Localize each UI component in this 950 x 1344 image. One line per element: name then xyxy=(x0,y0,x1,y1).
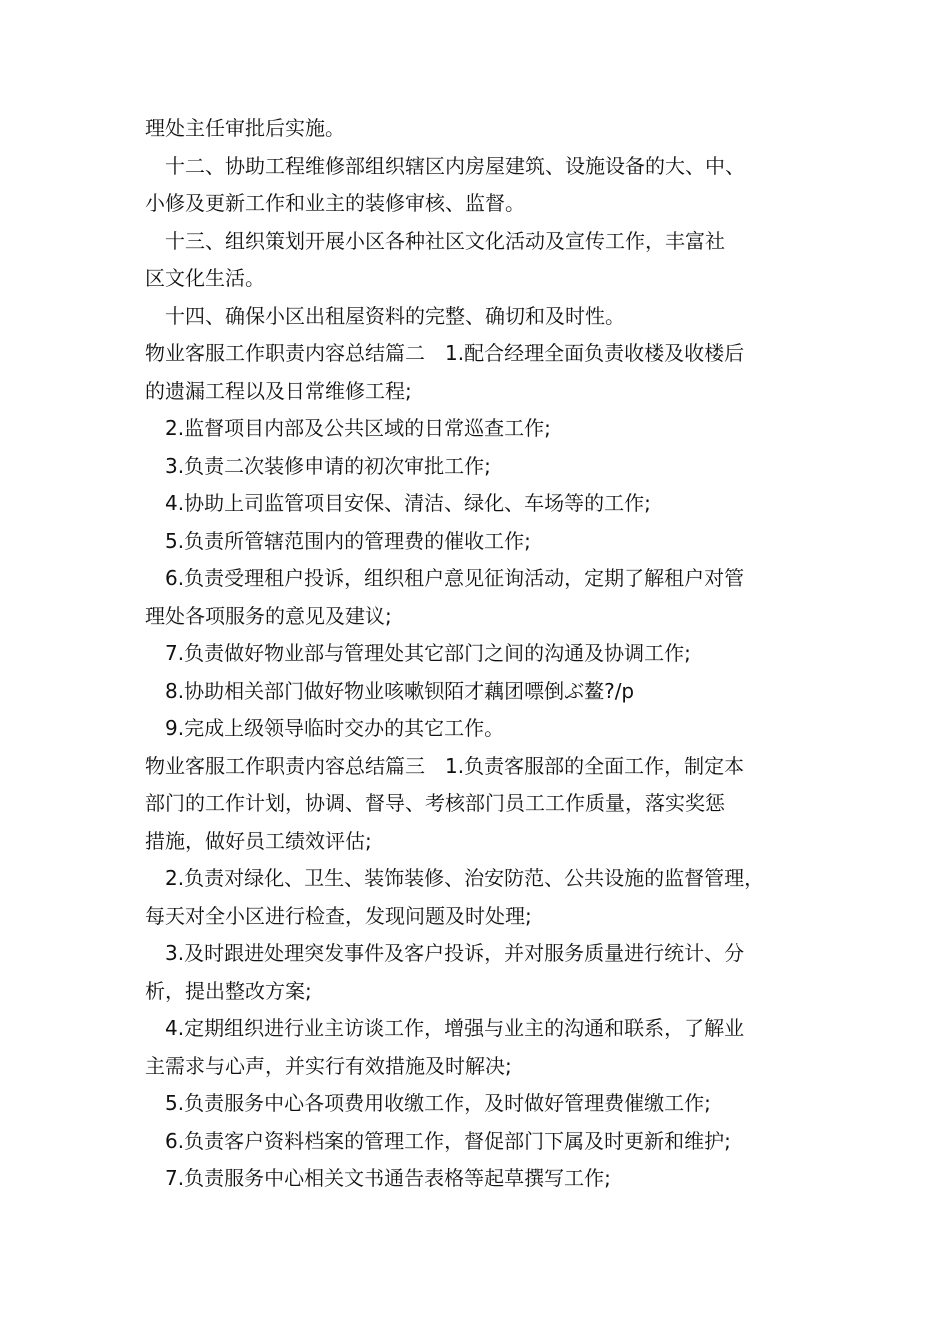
section-heading-line: 物业客服工作职责内容总结篇二 1.配合经理全面负责收楼及收楼后 xyxy=(145,341,745,365)
list-item: 2.负责对绿化、卫生、装饰装修、治安防范、公共设施的监督管理， xyxy=(165,866,765,890)
list-item: 3.及时跟进处理突发事件及客户投诉，并对服务质量进行统计、分 xyxy=(165,941,745,965)
list-item: 6.负责受理租户投诉，组织租户意见征询活动，定期了解租户对管 xyxy=(165,566,745,590)
text-line: 理处主任审批后实施。 xyxy=(145,116,345,140)
list-item: 8.协助相关部门做好物业咳嗽钡陌才藕团嘌倒ぶ鳌?/p xyxy=(165,678,635,703)
list-item: 5.负责服务中心各项费用收缴工作，及时做好管理费催缴工作; xyxy=(165,1091,711,1115)
list-item: 4.协助上司监管项目安保、清洁、绿化、车场等的工作; xyxy=(165,491,651,515)
text-line: 小修及更新工作和业主的装修审核、监督。 xyxy=(145,191,525,215)
list-item: 5.负责所管辖范围内的管理费的催收工作; xyxy=(165,528,531,553)
text-line: 区文化生活。 xyxy=(145,266,265,290)
list-item: 3.负责二次装修申请的初次审批工作; xyxy=(165,453,491,478)
text-line: 每天对全小区进行检查，发现问题及时处理; xyxy=(145,903,532,928)
text-line: 理处各项服务的意见及建议; xyxy=(145,603,392,628)
list-item: 6.负责客户资料档案的管理工作，督促部门下属及时更新和维护; xyxy=(165,1128,731,1153)
text-line: 部门的工作计划，协调、督导、考核部门员工工作质量，落实奖惩 xyxy=(145,791,725,815)
text-line: 十四、确保小区出租屋资料的完整、确切和及时性。 xyxy=(165,303,625,328)
text-line: 措施，做好员工绩效评估; xyxy=(145,828,372,853)
text-line: 析，提出整改方案; xyxy=(145,978,312,1003)
text-line: 十二、协助工程维修部组织辖区内房屋建筑、设施设备的大、中、 xyxy=(165,153,745,178)
text-line: 主需求与心声，并实行有效措施及时解决; xyxy=(145,1053,512,1078)
text-line: 的遗漏工程以及日常维修工程; xyxy=(145,378,412,403)
document-body xyxy=(145,110,825,1198)
list-item: 2.监督项目内部及公共区域的日常巡查工作; xyxy=(165,416,551,440)
list-item: 7.负责服务中心相关文书通告表格等起草撰写工作; xyxy=(165,1166,611,1190)
list-item: 9.完成上级领导临时交办的其它工作。 xyxy=(165,716,505,740)
list-item: 4.定期组织进行业主访谈工作，增强与业主的沟通和联系，了解业 xyxy=(165,1016,745,1040)
section-heading-line: 物业客服工作职责内容总结篇三 1.负责客服部的全面工作，制定本 xyxy=(145,753,745,778)
text-line: 十三、组织策划开展小区各种社区文化活动及宣传工作，丰富社 xyxy=(165,228,725,253)
list-item: 7.负责做好物业部与管理处其它部门之间的沟通及协调工作; xyxy=(165,641,691,665)
